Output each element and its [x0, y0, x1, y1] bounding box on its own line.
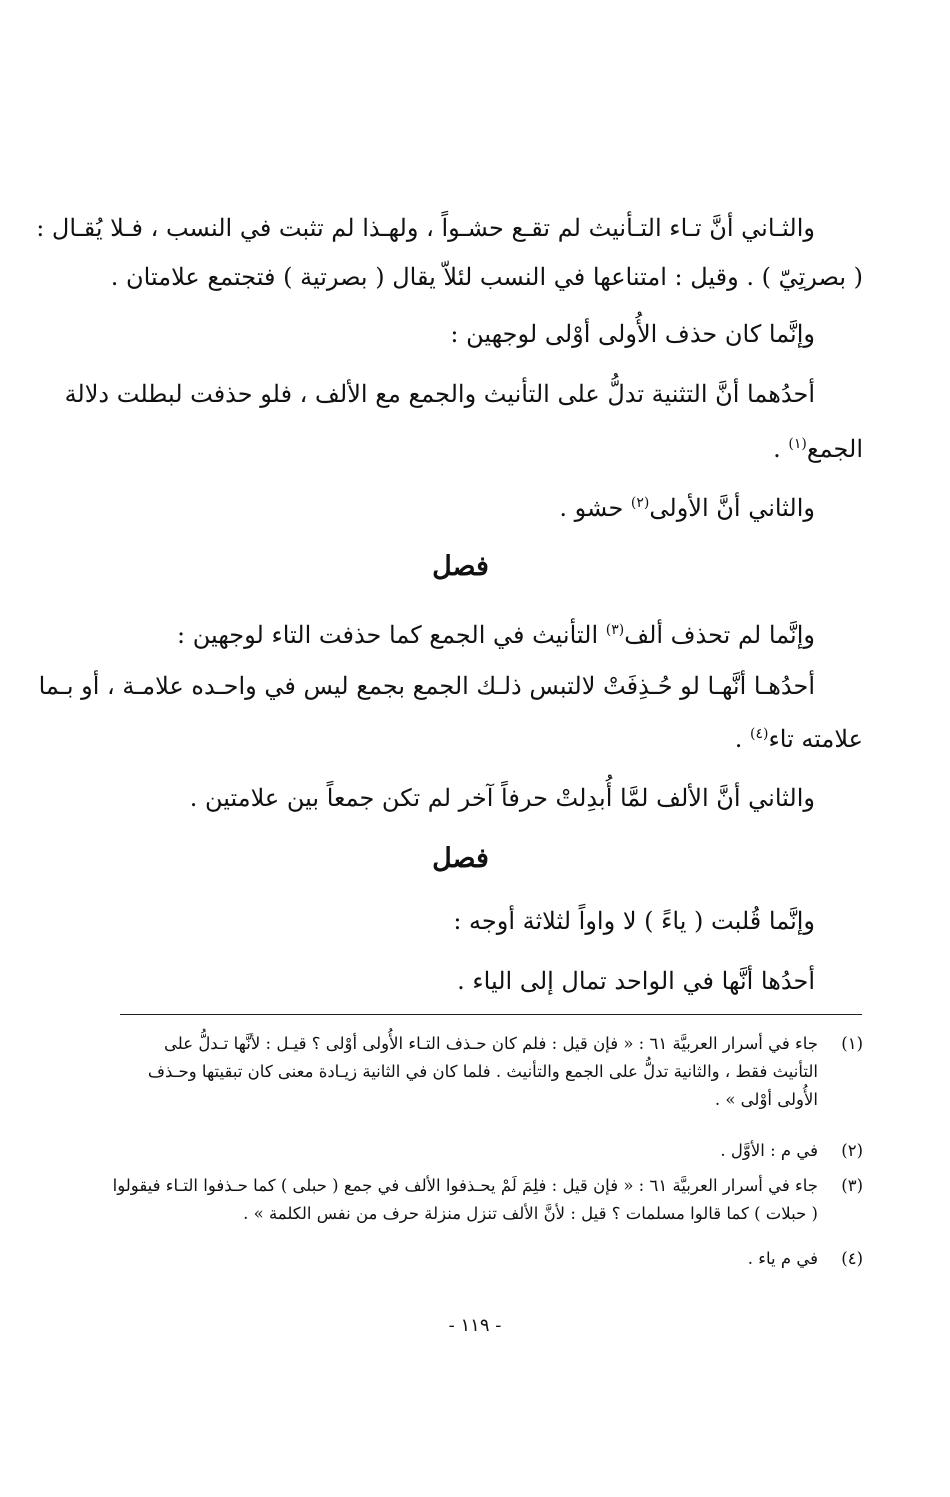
text-run: .	[773, 435, 789, 463]
paragraph-line: ( بصرتِيّ ) . وقيل : امتناعها في النسب لئلاّ يقال ( بصرتية ) فتجتمع علامتان .	[110, 263, 863, 291]
text-run: الجمع	[806, 435, 863, 463]
paragraph-line: وإنَّما قُلبت ( ياءً ) لا واواً لثلاثة أوجه :	[453, 907, 815, 935]
text-run: .	[734, 725, 751, 753]
paragraph-line	[118, 716, 863, 758]
footnote-number: (٤)	[841, 1249, 863, 1268]
paragraph-line: أحدُهـا أنَّهـا لو حُـذِفَتْ لالتبس ذلـك الجمع بجمع ليس في واحـده علامـة ، أو بـما	[38, 672, 815, 700]
footnote-ref: (٤)	[750, 726, 769, 742]
footnote-number: (١)	[841, 1034, 863, 1053]
paragraph-line	[118, 485, 863, 527]
footnote-number: (٢)	[841, 1141, 863, 1160]
paragraph-line	[118, 426, 863, 468]
page-number: - ١١٩ -	[448, 1315, 502, 1336]
paragraph-line	[118, 612, 863, 654]
footnote-ref: (٢)	[630, 495, 650, 511]
footnote-line: ( حبلات ) كما قالوا مسلمات ؟ قيل : لأنَّ الألف تنزل منزلة حرف من نفس الكلمة » .	[243, 1204, 818, 1223]
footnote-line: في م : الأوَّل .	[720, 1141, 818, 1160]
text-run: والثاني أنَّ الأولى	[649, 494, 815, 522]
text-run: حشو .	[559, 494, 631, 522]
text-run: علامته تاء	[768, 725, 863, 753]
footnote-text	[118, 1137, 818, 1165]
footnote-line: جاء في أسرار العربيَّة ٦١ : « فإن قيل : فلم كان حـذف التـاء الأُولى أوْلى ؟ قيـل : لأنَّها تـدلُّ على	[164, 1034, 818, 1053]
footnote-text	[112, 1172, 818, 1228]
paragraph-line: والثـاني أنَّ تـاء التـأنيث لم تقـع حشـواً ، ولهـذا لم تثبت في النسب ، فـلا يُقـال :	[36, 214, 815, 242]
footnote-number: (٣)	[841, 1176, 863, 1195]
section-heading: فصل	[432, 843, 489, 874]
paragraph-line: أحدُها أنَّها في الواحد تمال إلى الياء .	[457, 967, 815, 995]
paragraph-line: والثاني أنَّ الألف لمَّا أُبدِلتْ حرفاً آخر لم تكن جمعاً بين علامتين .	[189, 784, 815, 812]
footnote-ref: (١)	[788, 436, 807, 452]
text-run: التأنيث في الجمع كما حذفت التاء لوجهين :	[176, 621, 606, 649]
footnote-ref: (٣)	[605, 622, 625, 638]
footnote-text	[118, 1245, 818, 1273]
footnote-text	[118, 1030, 818, 1114]
footnote-divider	[120, 1014, 862, 1015]
section-heading: فصل	[432, 551, 489, 582]
text-run: وإنَّما لم تحذف ألف	[624, 621, 815, 649]
footnote-line: في م ياء .	[747, 1249, 818, 1268]
paragraph-line: وإنَّما كان حذف الأُولى أوْلى لوجهين :	[450, 320, 815, 348]
footnote-line: جاء في أسرار العربيَّة ٦١ : « فإن قيل : فلِمَ لَمْ يحـذفوا الألف في جمع ( حبلى ) كما حـذفوا التـاء فيقولوا	[112, 1176, 818, 1195]
footnote-line: الأُولى أوْلى » .	[714, 1090, 818, 1109]
paragraph-line: أحدُهما أنَّ التثنية تدلُّ على التأنيث والجمع مع الألف ، فلو حذفت لبطلت دلالة	[64, 380, 815, 408]
footnote-line: التأنيث فقط ، والثانية تدلُّ على الجمع والتأنيث . فلما كان في الثانية زيـادة معنى كان تبقيتها وحـذف	[147, 1062, 818, 1081]
